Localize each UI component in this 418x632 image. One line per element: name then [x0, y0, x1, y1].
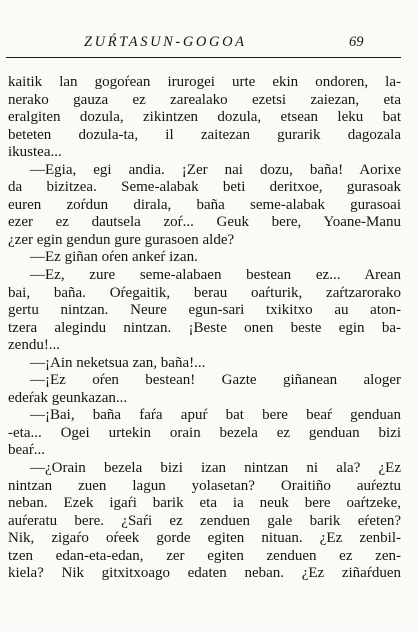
text-line: -eta... Ogei urtekin orain bezela ez genduan bizi — [8, 424, 401, 441]
text-line: beaŕ... — [8, 442, 46, 459]
text-line: da bizitzea. Seme-alabak beti deritxoe, gurasoak — [8, 179, 401, 196]
text-line: beteten dozula-ta, il zaitezan gurarik dagozala — [8, 126, 401, 143]
text-line: Nik, zigaŕo oŕeek gorde egiten nituan. ¿Ez zenbil- — [8, 530, 401, 547]
text-line: tzera alegindu nintzan. ¡Beste onen beste egin ba- — [8, 319, 401, 336]
text-line: gertu nintzan. Neure egun-sari txikitxo au aton- — [8, 302, 401, 319]
header-title: ZUŔTASUN-GOGOA — [84, 34, 247, 50]
text-line: edeŕak geunkazan... — [8, 389, 128, 406]
text-line: ezer ez dautsela zoŕ... Geuk bere, Yoane-Manu — [8, 214, 401, 231]
text-line: —¡Ain neketsua zan, baña!... — [30, 354, 206, 371]
text-line: nerako gauza ez zarealako ezetsi zaiezan, eta — [8, 91, 401, 108]
text-line: nintzan zuen lagun yolasetan? Oraitiño auŕeztu — [8, 477, 401, 494]
text-line: —¡Ez oŕen bestean! Gazte giñanean aloger — [30, 372, 401, 389]
text-line: tzen edan-eta-edan, zer egiten zenduen ez zen- — [8, 547, 401, 564]
text-line: —Ez giñan oŕen ankeŕ izan. — [30, 249, 198, 266]
page-number: 69 — [349, 34, 364, 50]
header-rule — [6, 57, 401, 58]
text-line: —¿Orain bezela bizi izan nintzan ni ala? ¿Ez — [30, 460, 401, 477]
text-line: zendu!... — [8, 337, 61, 354]
text-line: euren zoŕdun dirala, baña seme-alabak gurasoai — [8, 196, 401, 213]
text-line: auŕeratu bere. ¿Saŕi ez zenduen gale barik eŕeten? — [8, 512, 401, 529]
text-line: ikustea... — [8, 144, 62, 161]
text-line: eralgiten dozula, zikintzen dozula, etsean leku bat — [8, 109, 401, 126]
text-line: kiela? Nik gitxitxoago edaten neban. ¿Ez ziñaŕduen — [8, 565, 401, 582]
running-header — [0, 34, 418, 54]
text-line: —Egia, egi andia. ¡Zer nai dozu, baña! Aorixe — [30, 161, 401, 178]
body-text — [8, 74, 401, 583]
text-line: —¡Bai, baña faŕa apuŕ bat bere beaŕ genduan — [30, 407, 401, 424]
text-line: bai, baña. Oŕegaitik, berau oaŕturik, zaŕtzarorako — [8, 284, 401, 301]
text-line: kaitik lan gogoŕean irurogei urte ekin ondoren, la- — [8, 74, 401, 90]
text-line: —Ez, zure seme-alabaen bestean ez... Arean — [30, 267, 401, 284]
text-line: ¿zer egin gendun gure gurasoen alde? — [8, 231, 235, 248]
text-line: neban. Ezek igaŕi barik eta ia neuk bere oaŕtzeke, — [8, 495, 401, 512]
